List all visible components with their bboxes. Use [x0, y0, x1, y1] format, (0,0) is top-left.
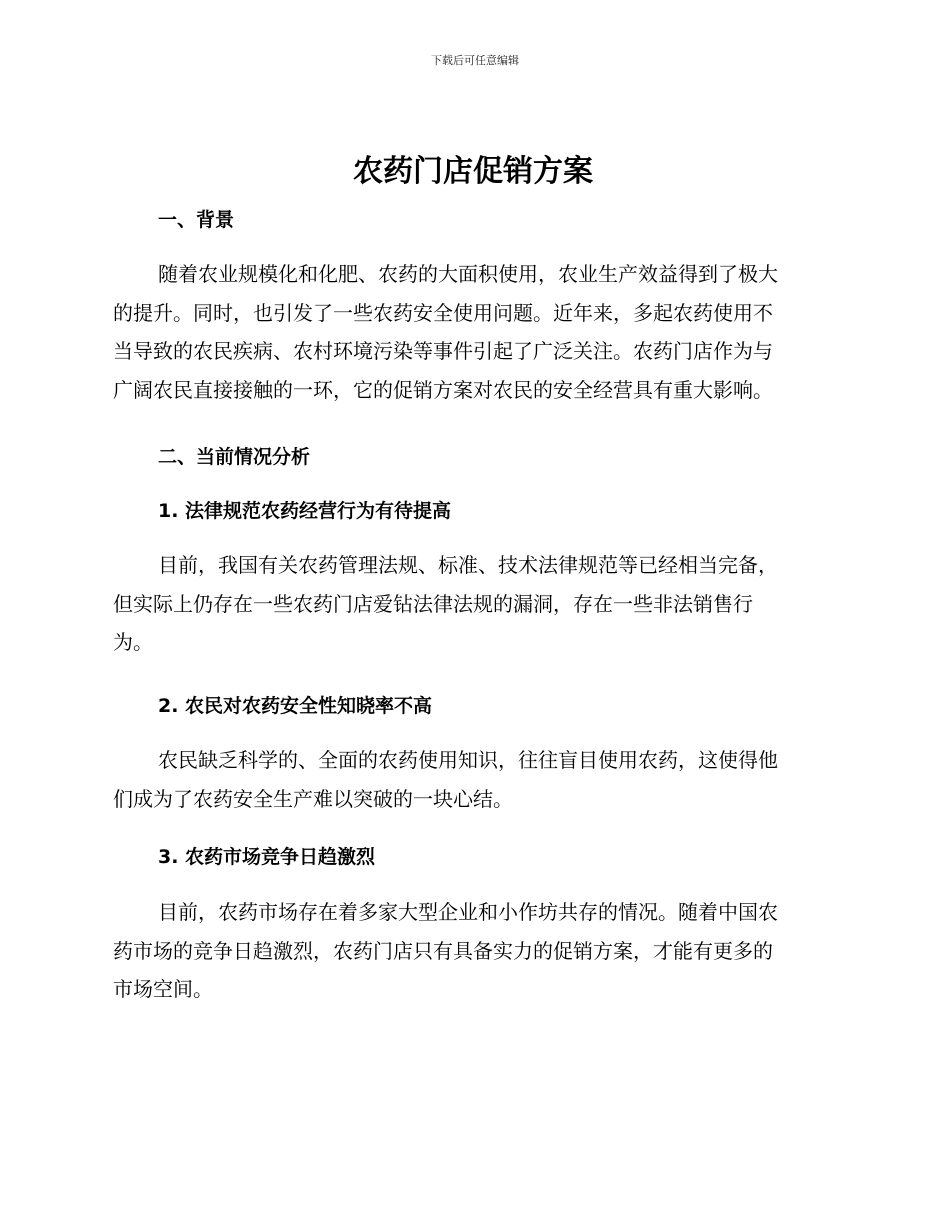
subheading-competition: 3. 农药市场竞争日趋激烈: [158, 846, 376, 868]
paragraph-line: 农民缺乏科学的、全面的农药使用知识，往往盲目使用农药，这使得他: [158, 748, 778, 772]
paragraph-line: 市场空间。: [113, 977, 213, 1002]
section-heading-analysis: 二、当前情况分析: [158, 446, 311, 468]
background-paragraph: [113, 255, 833, 409]
paragraph-line: 目前，农药市场存在着多家大型企业和小作坊共存的情况。随着中国农: [158, 900, 778, 924]
paragraph-line: 的提升。同时，也引发了一些农药安全使用问题。近年来，多起农药使用不: [113, 300, 773, 325]
header-note: 下载后可任意编辑: [431, 54, 519, 67]
paragraph-line: 随着农业规模化和化肥、农药的大面积使用，农业生产效益得到了极大: [158, 262, 778, 286]
paragraph-line: 当导致的农民疾病、农村环境污染等事件引起了广泛关注。农药门店作为与: [113, 339, 773, 364]
legal-paragraph: [113, 546, 833, 662]
paragraph-line: 们成为了农药安全生产难以突破的一块心结。: [113, 786, 513, 811]
awareness-paragraph: [113, 741, 833, 818]
document-title: 农药门店促销方案: [353, 154, 593, 189]
paragraph-line: 广阔农民直接接触的一环，它的促销方案对农民的安全经营具有重大影响。: [113, 377, 773, 402]
paragraph-line: 目前，我国有关农药管理法规、标准、技术法律规范等已经相当完备，: [158, 553, 778, 577]
competition-paragraph: [113, 893, 833, 1009]
paragraph-line: 药市场的竞争日趋激烈，农药门店只有具备实力的促销方案，才能有更多的: [113, 938, 773, 963]
paragraph-line: 为。: [113, 630, 153, 655]
subheading-awareness: 2. 农民对农药安全性知晓率不高: [158, 695, 433, 717]
subheading-legal: 1. 法律规范农药经营行为有待提高: [158, 500, 452, 522]
paragraph-line: 但实际上仍存在一些农药门店爱钻法律法规的漏洞，存在一些非法销售行: [113, 591, 753, 616]
section-heading-background: 一、背景: [158, 209, 235, 231]
